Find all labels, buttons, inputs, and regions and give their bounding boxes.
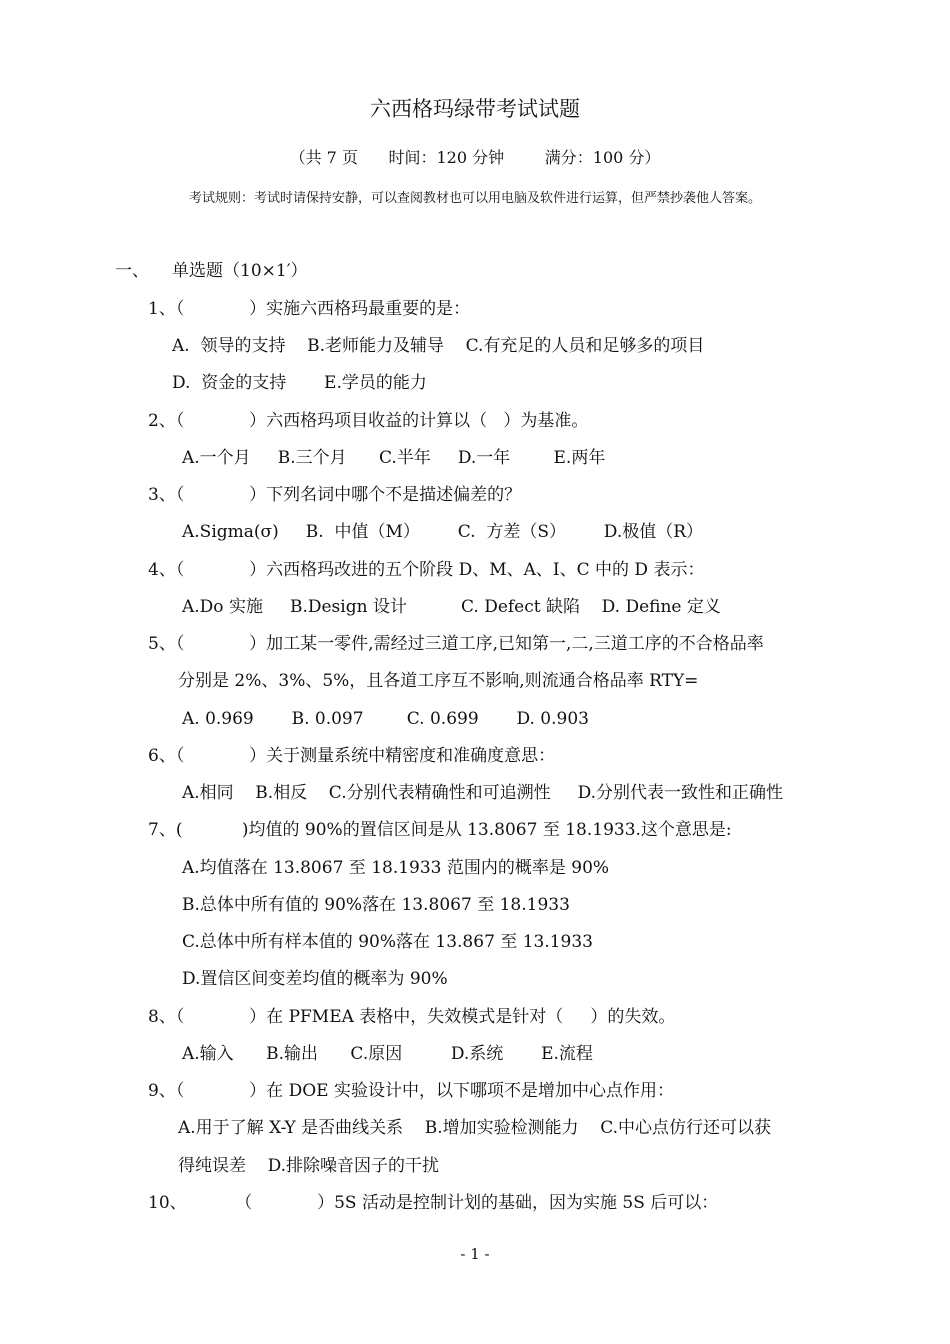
question-7-option-b: B.总体中所有值的 90%落在 13.8067 至 18.1933 xyxy=(182,895,570,915)
question-9-options-a: A.用于了解 X-Y 是否曲线关系 B.增加实验检测能力 C.中心点仿行还可以获 xyxy=(178,1118,772,1138)
question-9-options-b: 得纯误差 D.排除噪音因子的干扰 xyxy=(178,1156,440,1176)
question-7-option-c: C.总体中所有样本值的 90%落在 13.867 至 13.1933 xyxy=(182,932,593,952)
question-6: 6、（ ）关于测量系统中精密度和准确度意思： xyxy=(148,746,556,766)
question-3-options: A.Sigma(σ) B. 中值（M） C. 方差（S） D.极值（R） xyxy=(182,522,704,542)
question-6-options: A.相同 B.相反 C.分别代表精确性和可追溯性 D.分别代表一致性和正确性 xyxy=(182,783,784,803)
page-number: - 1 - xyxy=(460,1245,490,1263)
question-2: 2、（ ）六西格玛项目收益的计算以（ ）为基准。 xyxy=(148,411,589,431)
question-1: 1、（ ）实施六西格玛最重要的是： xyxy=(148,299,471,319)
question-1-options-b: D. 资金的支持 E.学员的能力 xyxy=(172,373,427,393)
question-8: 8、（ ）在 PFMEA 表格中，失效模式是针对（ ）的失效。 xyxy=(148,1007,676,1027)
section-title: 单选题（10×1′） xyxy=(172,261,308,281)
section-number: 一、 xyxy=(115,261,149,281)
question-10: 10、 （ ）5S 活动是控制计划的基础，因为实施 5S 后可以： xyxy=(148,1193,719,1213)
question-5: 5、（ ）加工某一零件,需经过三道工序,已知第一,二,三道工序的不合格品率 xyxy=(148,634,764,654)
question-5-options: A. 0.969 B. 0.097 C. 0.699 D. 0.903 xyxy=(182,709,589,729)
question-3: 3、（ ）下列名词中哪个不是描述偏差的？ xyxy=(148,485,522,505)
question-2-options: A.一个月 B.三个月 C.半年 D.一年 E.两年 xyxy=(182,448,606,468)
question-4: 4、（ ）六西格玛改进的五个阶段 D、M、A、I、C 中的 D 表示： xyxy=(148,560,705,580)
question-8-options: A.输入 B.输出 C.原因 D.系统 E.流程 xyxy=(182,1044,593,1064)
question-9: 9、（ ）在 DOE 实验设计中，以下哪项不是增加中心点作用： xyxy=(148,1081,674,1101)
exam-rules: 考试规则：考试时请保持安静，可以查阅教材也可以用电脑及软件进行运算，但严禁抄袭他人答案。 xyxy=(188,191,761,206)
question-1-options-a: A. 领导的支持 B.老师能力及辅导 C.有充足的人员和足够多的项目 xyxy=(172,336,705,356)
question-7-option-a: A.均值落在 13.8067 至 18.1933 范围内的概率是 90% xyxy=(182,858,610,878)
page-title: 六西格玛绿带考试试题 xyxy=(370,97,580,121)
question-4-options: A.Do 实施 B.Design 设计 C. Defect 缺陷 D. Define 定义 xyxy=(182,597,721,617)
question-5-continued: 分别是 2%、3%、5%，且各道工序互不影响,则流通合格品率 RTY= xyxy=(178,671,699,691)
question-7: 7、( )均值的 90%的置信区间是从 13.8067 至 18.1933.这个意思是: xyxy=(148,820,732,840)
exam-info: （共 7 页 时间：120 分钟 满分：100 分） xyxy=(289,148,661,167)
question-7-option-d: D.置信区间变差均值的概率为 90% xyxy=(182,969,448,989)
